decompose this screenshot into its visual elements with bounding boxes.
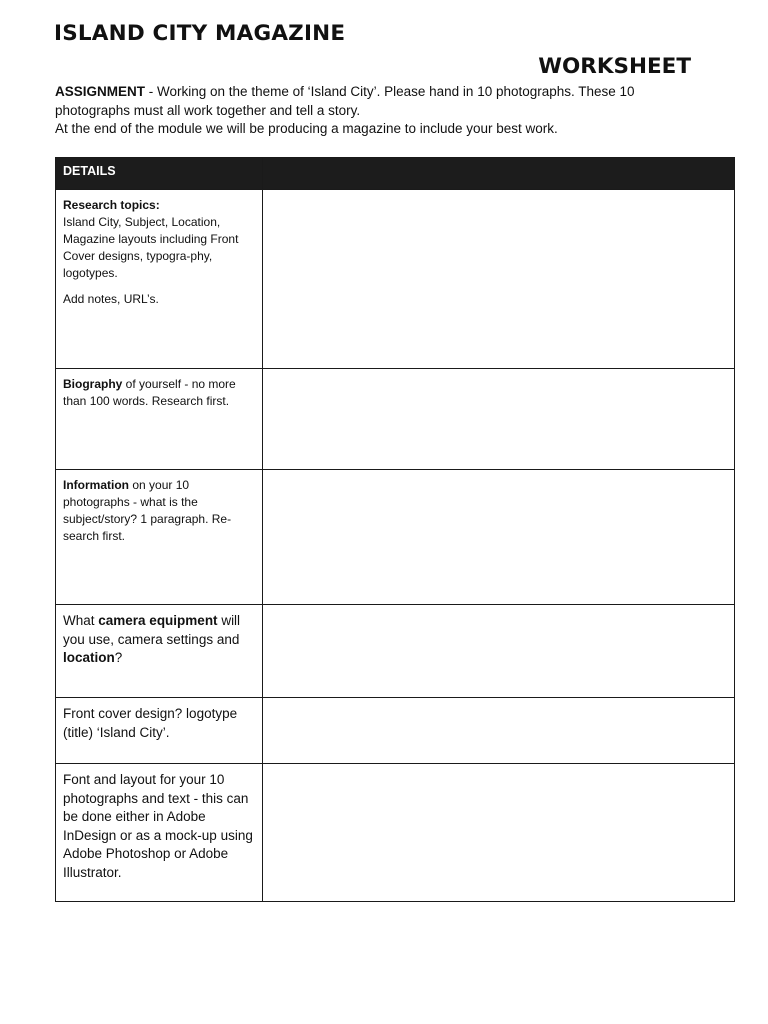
font-layout-text: Font and layout for your 10 photographs and text - this can be done either in Adobe InDesign or as a mock-up using Adobe Photoshop or Adobe Illustrator. <box>63 772 253 880</box>
camera-text-3: ? <box>114 650 123 666</box>
camera-text-1: What <box>63 613 99 628</box>
information-bold: Information <box>63 478 129 492</box>
biography-row <box>56 369 735 470</box>
assignment-label: ASSIGNMENT <box>55 84 146 99</box>
camera-bold-1: camera equipment <box>98 613 218 628</box>
answer-header-cell <box>263 158 735 190</box>
assignment-paragraph <box>55 83 705 120</box>
front-cover-answer-cell[interactable] <box>263 698 735 764</box>
research-answer-cell[interactable] <box>263 190 735 369</box>
research-prompt-cell <box>56 190 263 369</box>
research-body: Island City, Subject, Location, Magazine layouts including Front Cover designs, typogra-phy, logotypes. <box>63 215 239 280</box>
camera-row <box>56 605 735 698</box>
research-notes: Add notes, URL’s. <box>63 292 159 306</box>
module-text: At the end of the module we will be producing a magazine to include your best work. <box>55 121 558 137</box>
biography-prompt-cell <box>56 369 263 470</box>
table-header-row <box>56 158 735 190</box>
font-layout-answer-cell[interactable] <box>263 764 735 902</box>
camera-answer-cell[interactable] <box>263 605 735 698</box>
camera-text-2: will you use, camera settings and <box>63 613 241 647</box>
magazine-title: ISLAND CITY MAGAZINE <box>54 21 346 46</box>
front-cover-prompt-cell <box>56 698 263 764</box>
biography-answer-cell[interactable] <box>263 369 735 470</box>
information-row <box>56 470 735 605</box>
biography-bold: Biography <box>63 377 123 391</box>
research-row <box>56 190 735 369</box>
front-cover-row <box>56 698 735 764</box>
information-text: on your 10 photographs - what is the subject/story? 1 paragraph. Re-search first. <box>63 478 232 543</box>
worksheet-title: WORKSHEET <box>538 54 691 79</box>
details-header-cell <box>56 158 263 190</box>
information-prompt-cell <box>56 470 263 605</box>
assignment-intro <box>55 83 705 139</box>
worksheet-table <box>55 157 735 902</box>
details-header-label: DETAILS <box>63 164 116 178</box>
biography-text: of yourself - no more than 100 words. Research first. <box>63 377 236 408</box>
information-answer-cell[interactable] <box>263 470 735 605</box>
font-layout-row <box>56 764 735 902</box>
font-layout-prompt-cell <box>56 764 263 902</box>
assignment-text: - Working on the theme of ‘Island City’. Please hand in 10 photographs. These 10 photographs must all work together and tell a story. <box>55 84 635 118</box>
camera-prompt-cell <box>56 605 263 698</box>
camera-bold-2: location <box>63 650 115 666</box>
front-cover-text: Front cover design? logotype (title) ‘Island City’. <box>63 706 238 740</box>
research-title: Research topics: <box>63 198 160 212</box>
